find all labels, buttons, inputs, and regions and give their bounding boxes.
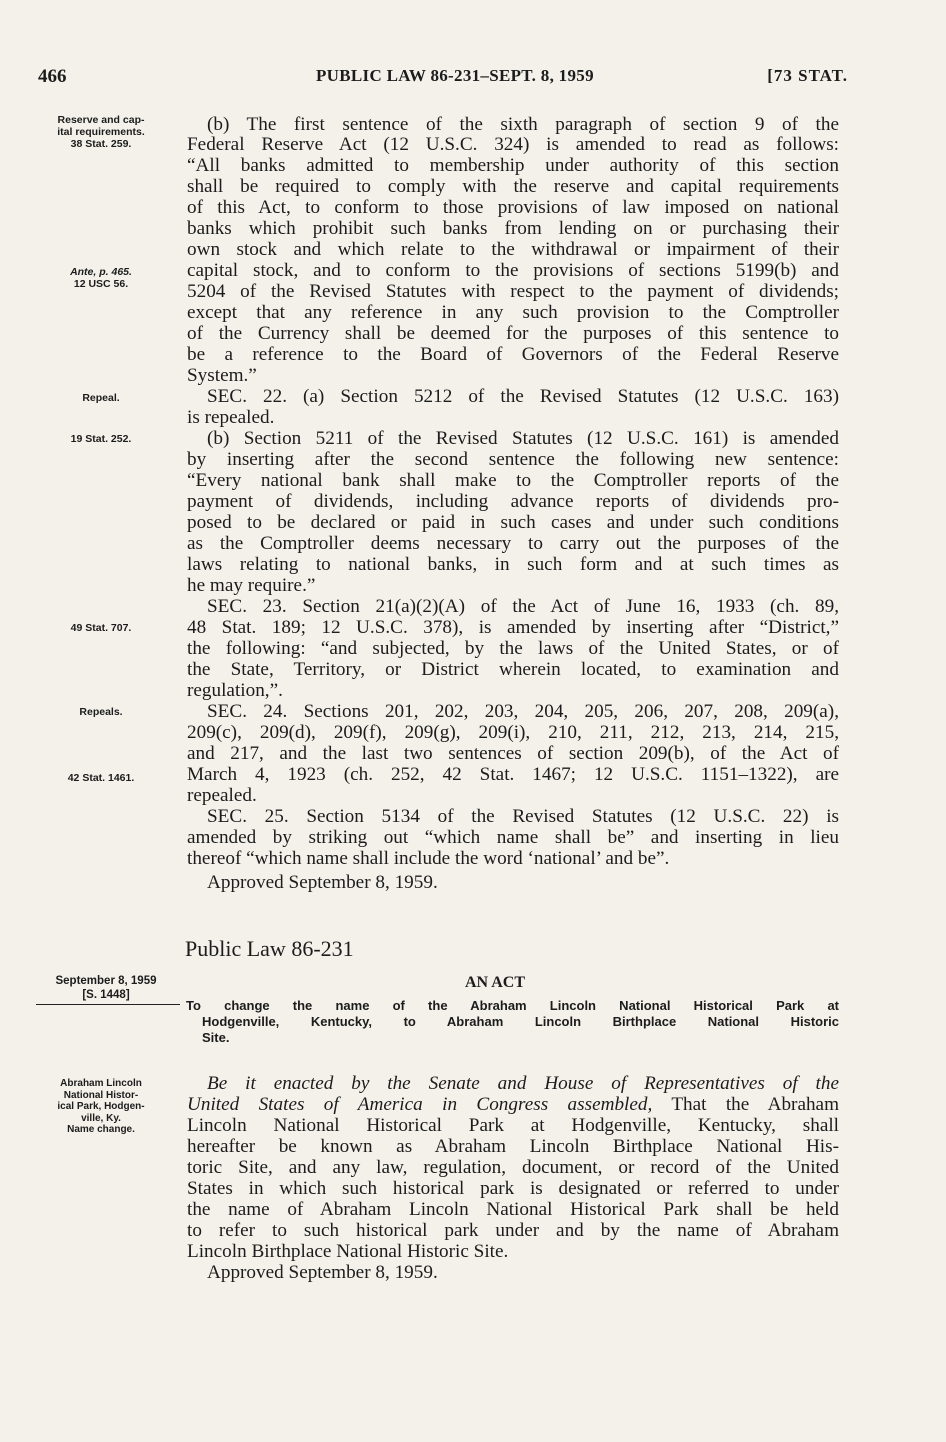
body-line: Lincoln Birthplace National Historic Site.	[187, 1241, 509, 1262]
body-line: (b) Section 5211 of the Revised Statutes (12 U.S.C. 161) is amended	[207, 428, 839, 449]
body-line: 48 Stat. 189; 12 U.S.C. 378), is amended by inserting after “District,”	[187, 617, 839, 638]
body-line: be a reference to the Board of Governors of the Federal Reserve	[187, 344, 839, 365]
body-line: “Every national bank shall make to the Comptroller reports of the	[187, 470, 839, 491]
body-line: SEC. 22. (a) Section 5212 of the Revised Statutes (12 U.S.C. 163)	[207, 386, 839, 407]
body-line: SEC. 24. Sections 201, 202, 203, 204, 205, 206, 207, 208, 209(a),	[207, 701, 839, 722]
body-line: SEC. 23. Section 21(a)(2)(A) of the Act of June 16, 1933 (ch. 89,	[207, 596, 839, 617]
body-line: regulation,”.	[187, 680, 283, 701]
body-line: posed to be declared or paid in such cases and under such conditions	[187, 512, 839, 533]
body-line: as the Comptroller deems necessary to carry out the purposes of the	[187, 533, 839, 554]
body-line: hereafter be known as Abraham Lincoln Birthplace National His-	[187, 1136, 839, 1157]
body-line: own stock and which relate to the withdrawal or impairment of their	[187, 239, 839, 260]
body-line: System.”	[187, 365, 257, 386]
statute-volume: [73 STAT.	[767, 66, 848, 85]
body-line: payment of dividends, including advance reports of dividends pro-	[187, 491, 839, 512]
approved-date: Approved September 8, 1959.	[207, 1262, 438, 1283]
body-line: (b) The first sentence of the sixth paragraph of section 9 of the	[207, 114, 839, 135]
body-line: he may require.”	[187, 575, 316, 596]
page-header	[38, 66, 848, 90]
act-purpose-line: Hodgenville, Kentucky, to Abraham Lincoln Birthplace National Historic	[202, 1014, 839, 1029]
margin-rule	[36, 1004, 180, 1005]
margin-note-49-stat: 49 Stat. 707.	[70, 622, 132, 634]
margin-note-repeals: Repeals.	[79, 706, 123, 718]
body-line: is repealed.	[187, 407, 275, 428]
body-line: thereof “which name shall include the word ‘national’ and be”.	[187, 848, 670, 869]
body-line: Lincoln National Historical Park at Hodgenville, Kentucky, shall	[187, 1115, 839, 1136]
body-line: 5204 of the Revised Statutes with respect to the payment of dividends;	[187, 281, 839, 302]
margin-note-repeal: Repeal.	[82, 392, 120, 404]
public-law-title: Public Law 86-231	[185, 936, 354, 961]
body-line: shall be required to comply with the reserve and capital requirements	[187, 176, 839, 197]
body-line: repealed.	[187, 785, 257, 806]
body-line: March 4, 1923 (ch. 252, 42 Stat. 1467; 12 U.S.C. 1151–1322), are	[187, 764, 839, 785]
body-line: except that any reference in any such provision to the Comptroller	[187, 302, 839, 323]
margin-note-19-stat: 19 Stat. 252.	[70, 433, 132, 445]
body-line: the State, Territory, or District wherein located, to examination and	[187, 659, 839, 680]
body-line: toric Site, and any law, regulation, document, or record of the United	[187, 1157, 839, 1178]
page-number: 466	[38, 66, 67, 87]
margin-note-ante: Ante, p. 465. 12 USC 56.	[70, 266, 132, 290]
body-line: amended by striking out “which name shall be” and inserting in lieu	[187, 827, 839, 848]
body-line: of the Currency shall be deemed for the purposes of this sentence to	[187, 323, 839, 344]
body-line: and 217, and the last two sentences of section 209(b), of the Act of	[187, 743, 839, 764]
an-act-heading: AN ACT	[465, 974, 526, 991]
body-line: “All banks admitted to membership under authority of this section	[187, 155, 839, 176]
body-line: laws relating to national banks, in such form and at such times as	[187, 554, 839, 575]
body-line: SEC. 25. Section 5134 of the Revised Statutes (12 U.S.C. 22) is	[207, 806, 839, 827]
body-line: by inserting after the second sentence the following new sentence:	[187, 449, 839, 470]
margin-note-42-stat: 42 Stat. 1461.	[67, 772, 135, 784]
enacting-clause: Be it enacted by the Senate and House of Representatives of the	[207, 1073, 839, 1094]
approved-date: Approved September 8, 1959.	[207, 872, 438, 893]
running-title: PUBLIC LAW 86-231–SEPT. 8, 1959	[316, 66, 594, 85]
act-purpose-line: To change the name of the Abraham Lincoln National Historical Park at	[186, 998, 839, 1013]
margin-note-lincoln: Abraham Lincoln National Histor- ical Park, Hodgen- ville, Ky. Name change.	[57, 1078, 145, 1135]
body-line: capital stock, and to conform to the provisions of sections 5199(b) and	[187, 260, 839, 281]
body-line: the name of Abraham Lincoln National Historical Park shall be held	[187, 1199, 839, 1220]
enacting-clause-line: United States of America in Congress assembled, That the Abraham	[187, 1094, 839, 1115]
body-line: to refer to such historical park under and by the name of Abraham	[187, 1220, 839, 1241]
body-line: banks which prohibit such banks from lending on or purchasing their	[187, 218, 839, 239]
body-line: 209(c), 209(d), 209(f), 209(g), 209(i), 210, 211, 212, 213, 214, 215,	[187, 722, 839, 743]
enactment-date: September 8, 1959 [S. 1448]	[55, 975, 157, 1001]
act-purpose-line: Site.	[202, 1030, 230, 1045]
margin-note-reserve: Reserve and cap- ital requirements. 38 Stat. 259.	[57, 114, 145, 150]
body-line: States in which such historical park is designated or referred to under	[187, 1178, 839, 1199]
body-line: of this Act, to conform to those provisions of law imposed on national	[187, 197, 839, 218]
body-line: Federal Reserve Act (12 U.S.C. 324) is amended to read as follows:	[187, 134, 839, 155]
body-line: the following: “and subjected, by the laws of the United States, or of	[187, 638, 839, 659]
